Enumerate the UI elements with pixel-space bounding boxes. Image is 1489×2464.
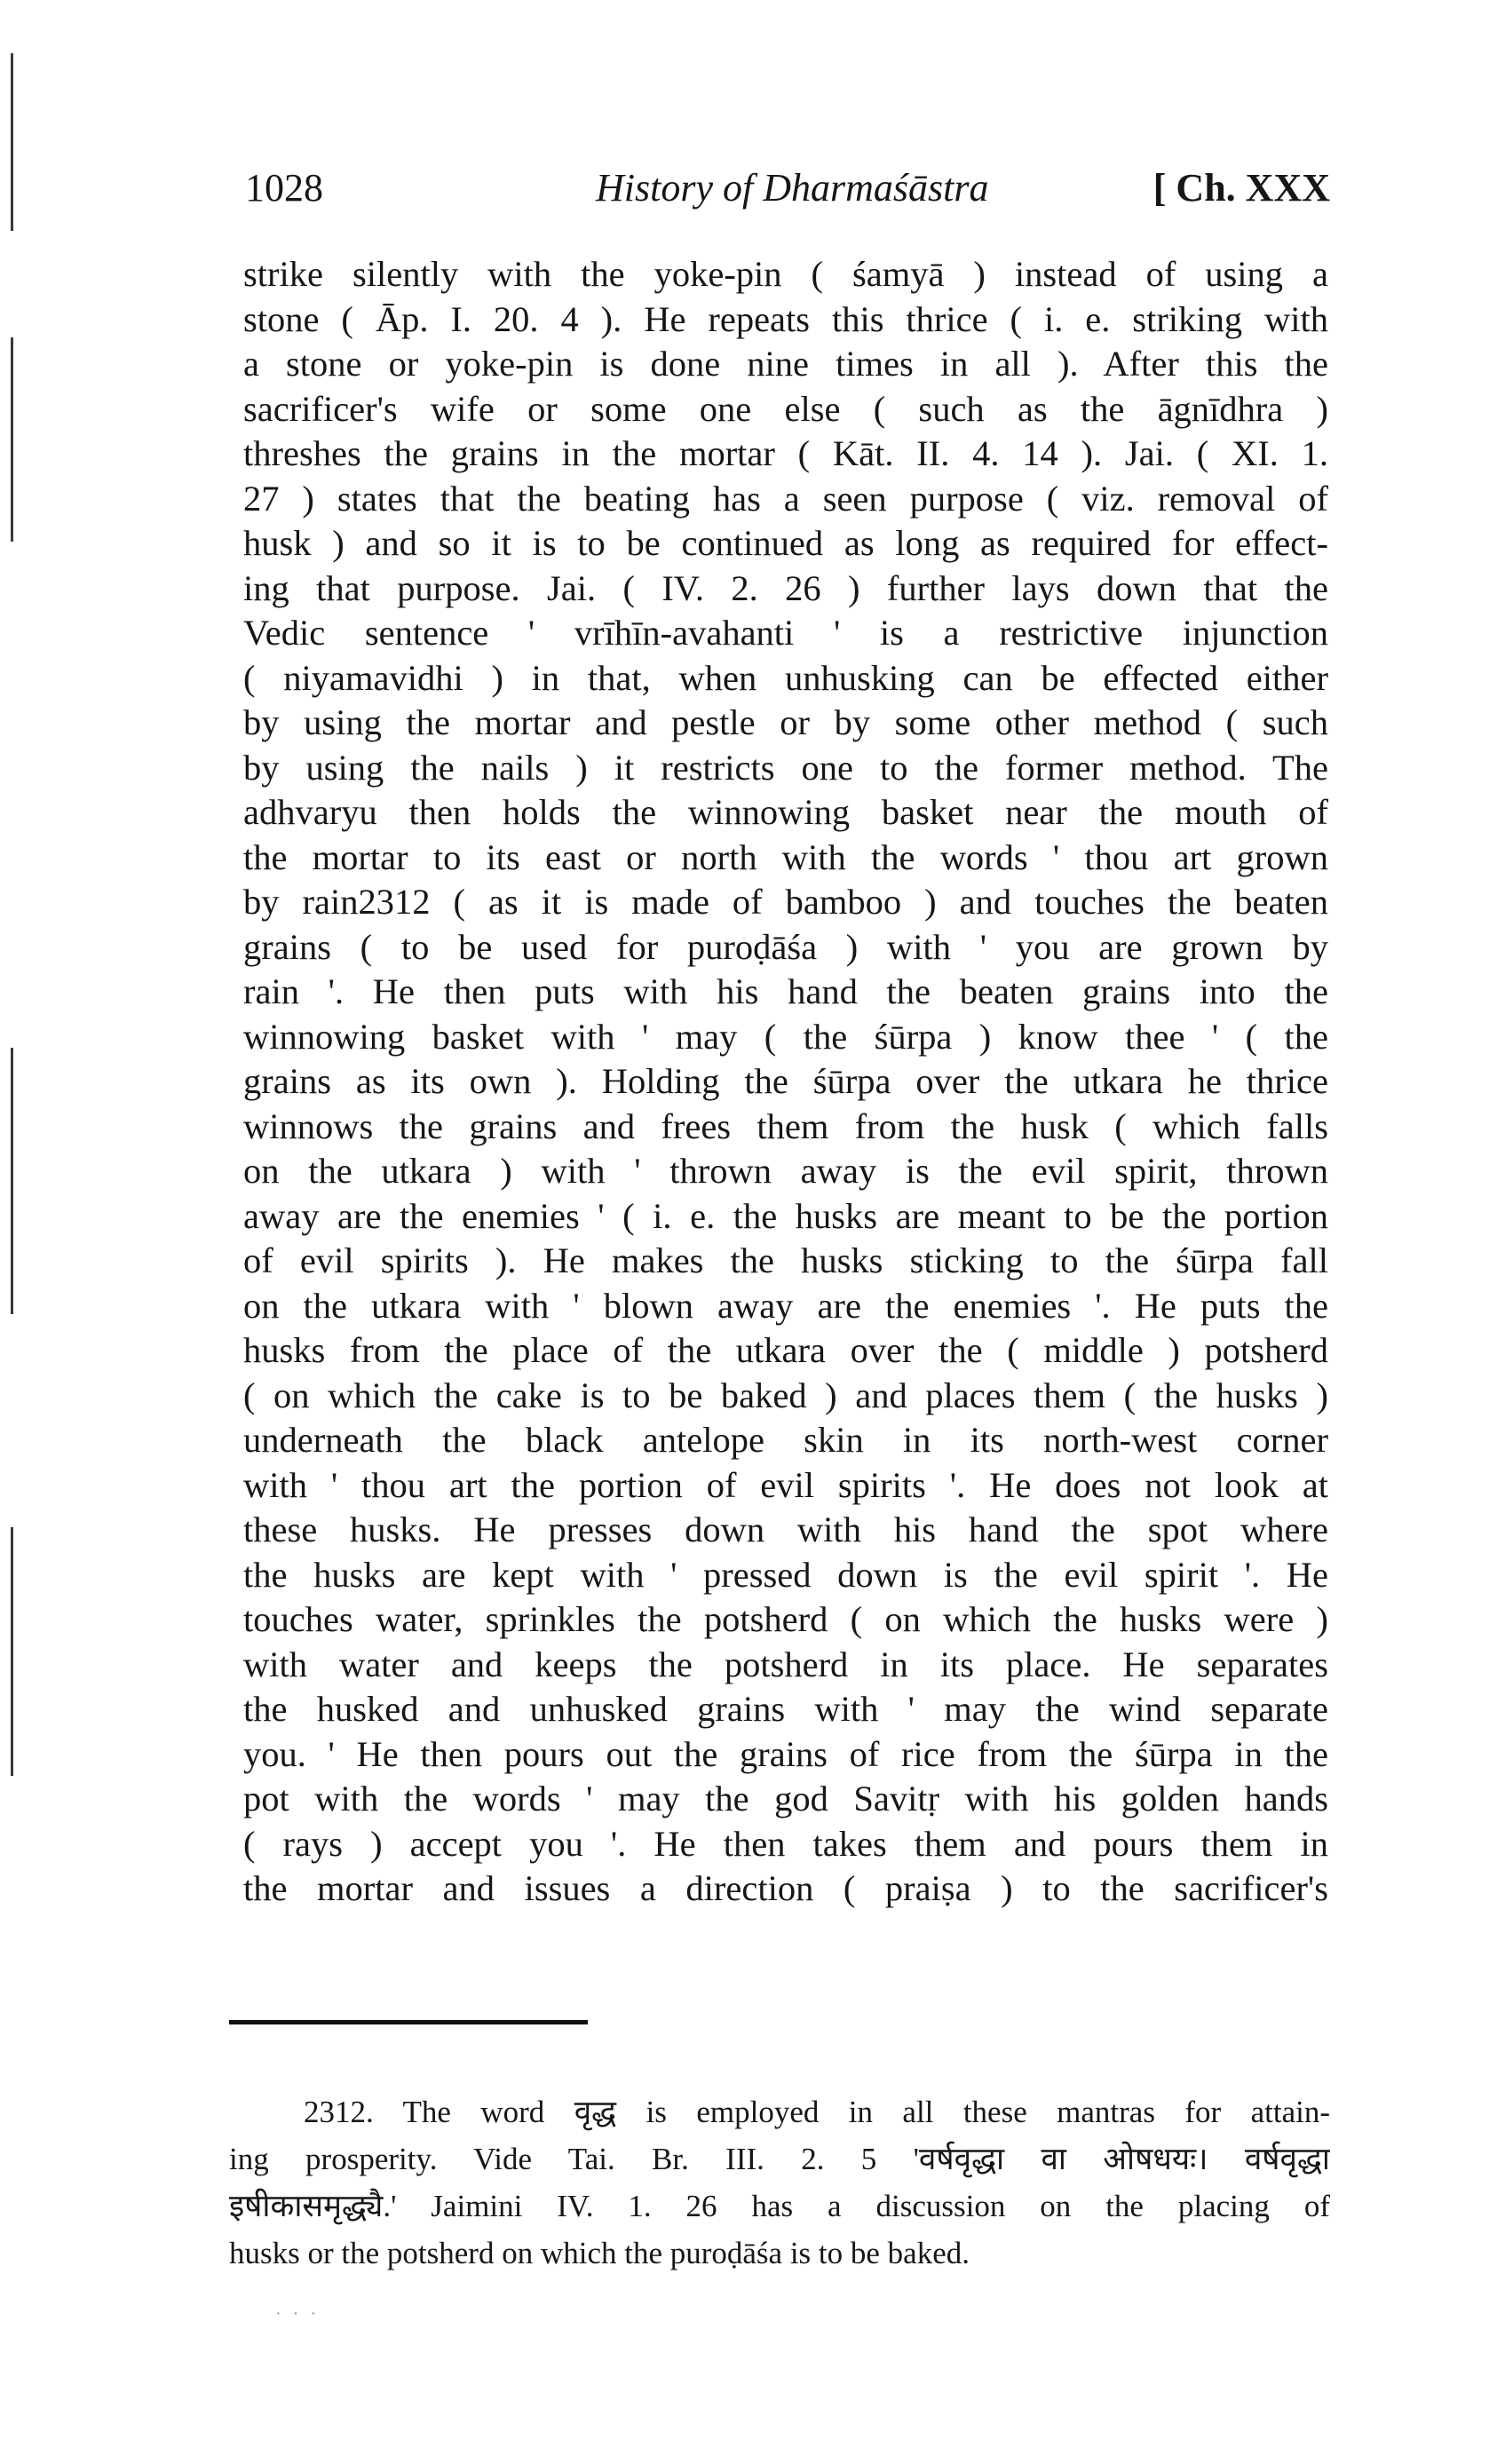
text-line: sacrificer's wife or some one else ( such as the āgnīdhra ) <box>243 388 1328 429</box>
text-line: of evil spirits ). He makes the husks sticking to the śūrpa fall <box>243 1240 1328 1280</box>
text-line: by using the nails ) it restricts one to the former method. The <box>243 747 1328 788</box>
text-line: grains as its own ). Holding the śūrpa over the utkara he thrice <box>243 1061 1328 1101</box>
main-text <box>243 252 1328 1912</box>
text-line: on the utkara ) with ' thrown away is the evil spirit, thrown <box>243 1151 1328 1191</box>
text-line: by rain2312 ( as it is made of bamboo ) and touches the beaten <box>243 882 1328 922</box>
text-line: winnowing basket with ' may ( the śūrpa ) know thee ' ( the <box>243 1016 1328 1057</box>
text-line: stone ( Āp. I. 20. 4 ). He repeats this thrice ( i. e. striking with <box>243 298 1328 339</box>
footnote-line: इषीकासमृद्ध्यै.' Jaimini IV. 1. 26 has a discussion on the placing of <box>229 2189 1330 2223</box>
text-line: threshes the grains in the mortar ( Kāt. II. 4. 14 ). Jai. ( XI. 1. <box>243 433 1328 473</box>
scan-edge-mark <box>11 53 13 231</box>
text-line: winnows the grains and frees them from the husk ( which falls <box>243 1105 1328 1146</box>
page-number: 1028 <box>245 166 323 210</box>
text-line: pot with the words ' may the god Savitṛ with his golden hands <box>243 1779 1328 1818</box>
text-line: strike silently with the yoke-pin ( śamyā ) instead of using a <box>243 254 1328 294</box>
running-title: History of Dharmaśāstra <box>596 166 989 210</box>
text-line: adhvaryu then holds the winnowing basket near the mouth of <box>243 792 1328 832</box>
chapter-reference: [ Ch. XXX <box>1152 166 1330 210</box>
scan-edge-mark <box>11 1527 13 1776</box>
footnote-line: 2312. The word वृद्ध is employed in all these mantras for attain- <box>304 2095 1330 2129</box>
text-line: with ' thou art the portion of evil spirits '. He does not look at <box>243 1464 1328 1505</box>
footnote-2312 <box>229 2088 1330 2277</box>
text-line: away are the enemies ' ( i. e. the husks are meant to be the portion <box>243 1195 1328 1236</box>
scan-edge-mark <box>11 337 13 542</box>
text-line: a stone or yoke-pin is done nine times in all ). After this the <box>243 344 1328 384</box>
text-line: these husks. He presses down with his hand the spot where <box>243 1509 1328 1549</box>
scan-edge-mark <box>11 1048 13 1314</box>
text-line: the husks are kept with ' pressed down is the evil spirit '. He <box>243 1554 1328 1595</box>
text-line: ( on which the cake is to be baked ) and places them ( the husks ) <box>243 1375 1328 1415</box>
text-line: husks from the place of the utkara over the ( middle ) potsherd <box>243 1330 1328 1370</box>
text-line: underneath the black antelope skin in its north-west corner <box>243 1420 1328 1460</box>
running-head <box>245 165 1330 227</box>
text-line: with water and keeps the potsherd in its place. He separates <box>243 1644 1328 1684</box>
text-line: ( niyamavidhi ) in that, when unhusking can be effected either <box>243 657 1328 698</box>
footnote-separator <box>229 2020 588 2024</box>
text-line: the husked and unhusked grains with ' may the wind separate <box>243 1689 1328 1729</box>
text-line: Vedic sentence ' vrīhīn-avahanti ' is a restrictive injunction <box>243 613 1328 653</box>
text-line: rain '. He then puts with his hand the beaten grains into the <box>243 971 1328 1011</box>
text-line: 27 ) states that the beating has a seen purpose ( viz. removal of <box>243 478 1328 519</box>
scan-speck: · · · <box>275 2304 320 2324</box>
text-line: you. ' He then pours out the grains of rice from the śūrpa in the <box>243 1733 1328 1774</box>
text-line: on the utkara with ' blown away are the enemies '. He puts the <box>243 1285 1328 1326</box>
footnote-line: husks or the potsherd on which the puroḍāśa is to be baked. <box>229 2236 970 2270</box>
text-line: grains ( to be used for puroḍāśa ) with ' you are grown by <box>243 926 1328 967</box>
text-line: by using the mortar and pestle or by some other method ( such <box>243 702 1328 742</box>
text-line: ( rays ) accept you '. He then takes them and pours them in <box>243 1823 1328 1864</box>
footnote-line: ing prosperity. Vide Tai. Br. III. 2. 5 'वर्षवृद्धा वा ओषधयः। वर्षवृद्धा <box>229 2142 1330 2176</box>
text-line: ing that purpose. Jai. ( IV. 2. 26 ) further lays down that the <box>243 567 1328 608</box>
text-line: husk ) and so it is to be continued as long as required for effect- <box>243 523 1328 563</box>
text-line: the mortar to its east or north with the words ' thou art grown <box>243 836 1328 877</box>
text-line: the mortar and issues a direction ( praiṣa ) to the sacrificer's <box>243 1868 1328 1908</box>
text-line: touches water, sprinkles the potsherd ( on which the husks were ) <box>243 1599 1328 1639</box>
